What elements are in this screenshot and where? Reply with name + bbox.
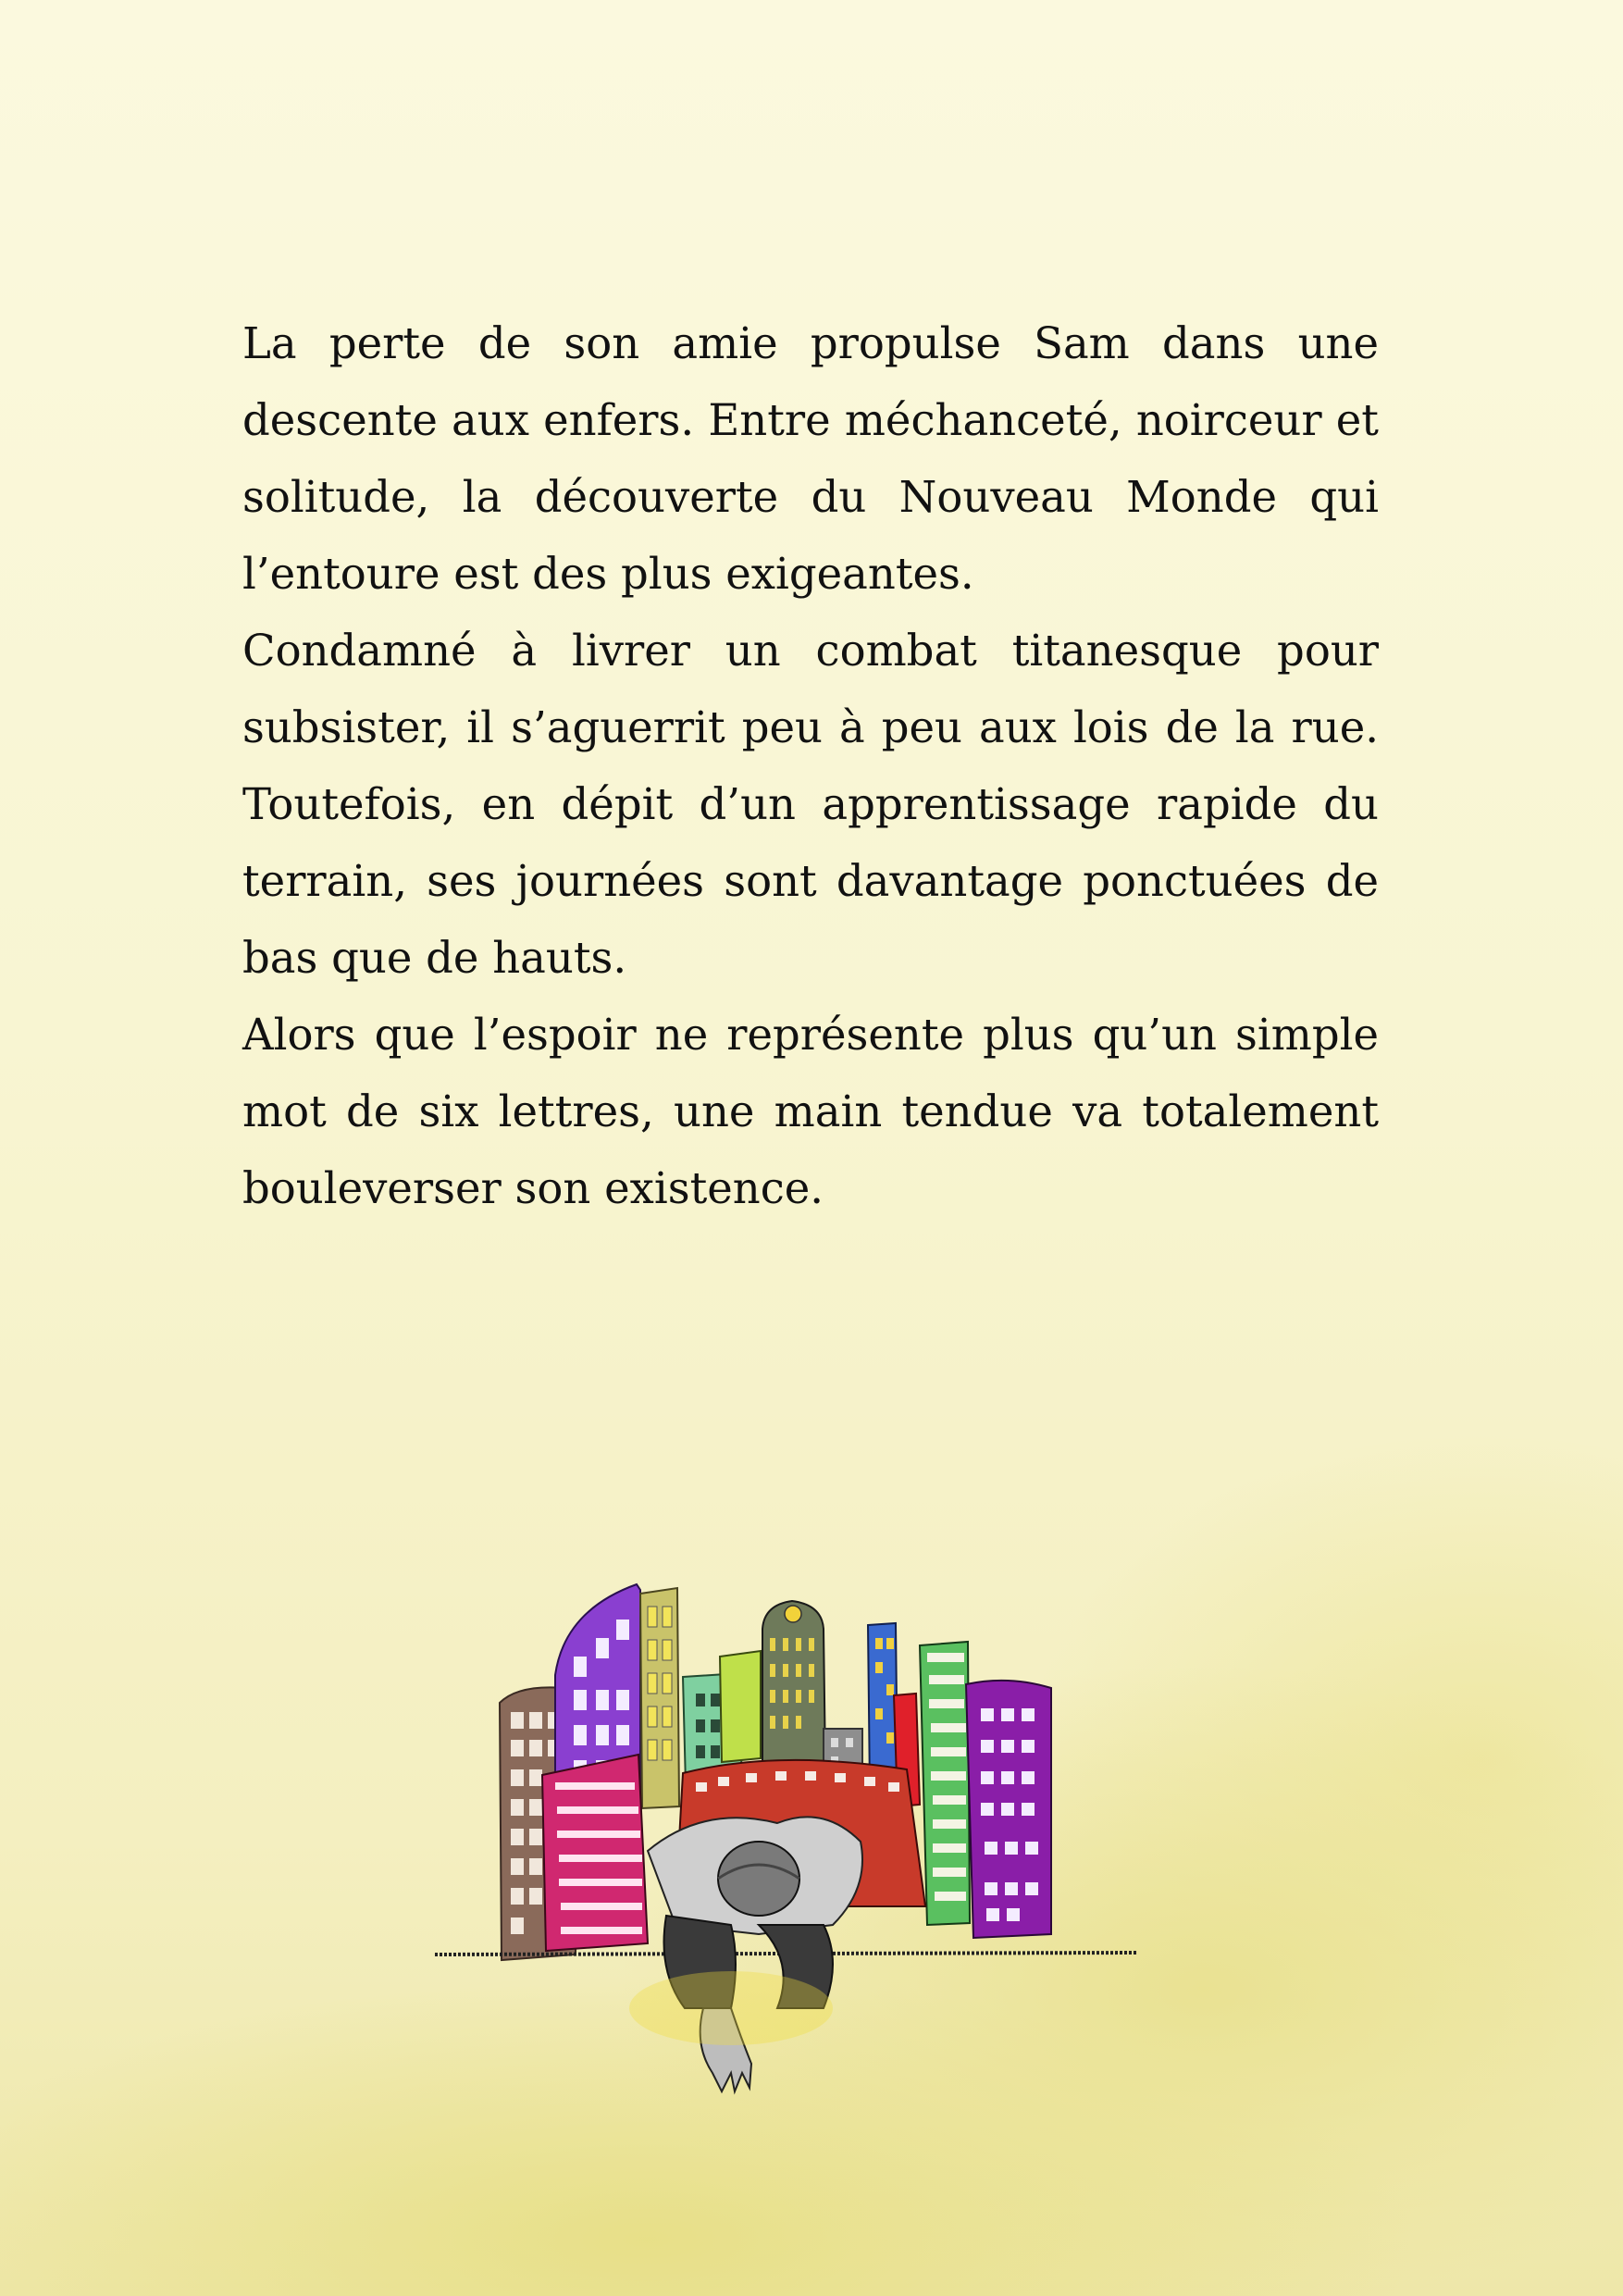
blurb-paragraph-3: Alors que l’espoir ne représente plus qu’un simple mot de six lettres, une main tendue va totalement bouleverser son existence. (242, 1010, 1379, 1213)
building-pink (542, 1755, 648, 1951)
blurb-text (242, 305, 1379, 1227)
building-light-green (920, 1642, 970, 1925)
building-dark-purple (966, 1681, 1051, 1938)
blurb-paragraph-2: Condamné à livrer un combat titanesque pour subsister, il s’aguerrit peu à peu aux lois de la rue. Toutefois, en dépit d’un apprentissage rapide du terrain, ses journées sont davantage ponctuées de bas que de hauts. (242, 626, 1379, 983)
building-lime (720, 1651, 761, 1762)
building-tower (762, 1601, 825, 1771)
blurb-paragraph-1: La perte de son amie propulse Sam dans une descente aux enfers. Entre méchanceté, noirceur et solitude, la découverte du Nouveau Monde qui l’entoure est des plus exigeantes. (242, 318, 1379, 599)
building-olive (640, 1588, 679, 1808)
city-illustration (426, 1573, 1147, 2147)
